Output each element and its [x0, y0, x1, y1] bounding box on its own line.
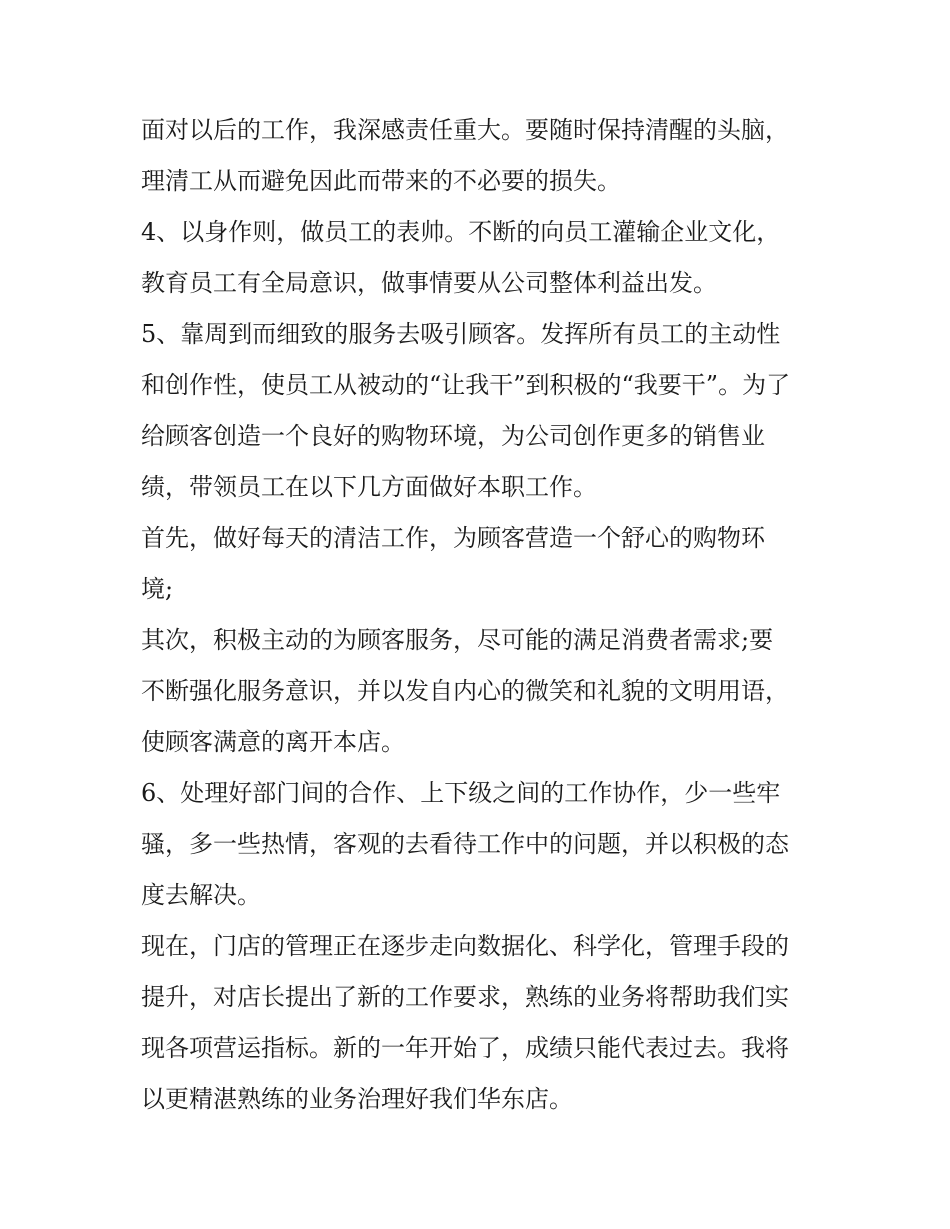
text-line: 和创作性，使员工从被动的“让我干”到积极的“我要干”。为了 [141, 371, 791, 399]
text-line: 以更精湛熟练的业务治理好我们华东店。 [141, 1085, 573, 1113]
text-line: 5、靠周到而细致的服务去吸引顾客。发挥所有员工的主动性 [141, 320, 781, 348]
text-line: 度去解决。 [141, 881, 261, 909]
text-line: 其次，积极主动的为顾客服务，尽可能的满足消费者需求;要 [141, 626, 774, 654]
text-line: 4、以身作则，做员工的表帅。不断的向员工灌输企业文化， [141, 218, 781, 246]
document-body [141, 105, 813, 1125]
text-line: 给顾客创造一个良好的购物环境，为公司创作更多的销售业 [141, 422, 765, 450]
text-line: 境; [141, 575, 174, 603]
text-line: 绩，带领员工在以下几方面做好本职工作。 [141, 473, 597, 501]
text-line: 骚，多一些热情，客观的去看待工作中的问题，并以积极的态 [141, 830, 789, 858]
text-line: 理清工从而避免因此而带来的不必要的损失。 [141, 167, 621, 195]
text-line: 提升，对店长提出了新的工作要求，熟练的业务将帮助我们实 [141, 983, 789, 1011]
text-line: 现在，门店的管理正在逐步走向数据化、科学化，管理手段的 [141, 932, 789, 960]
text-line: 现各项营运指标。新的一年开始了，成绩只能代表过去。我将 [141, 1034, 789, 1062]
text-line: 首先，做好每天的清洁工作，为顾客营造一个舒心的购物环 [141, 524, 765, 552]
text-line: 不断强化服务意识，并以发自内心的微笑和礼貌的文明用语， [141, 677, 789, 705]
text-line: 6、处理好部门间的合作、上下级之间的工作协作，少一些牢 [141, 779, 781, 807]
text-line: 使顾客满意的离开本店。 [141, 728, 405, 756]
text-line: 面对以后的工作，我深感责任重大。要随时保持清醒的头脑， [141, 116, 789, 144]
text-line: 教育员工有全局意识，做事情要从公司整体利益出发。 [141, 269, 717, 297]
